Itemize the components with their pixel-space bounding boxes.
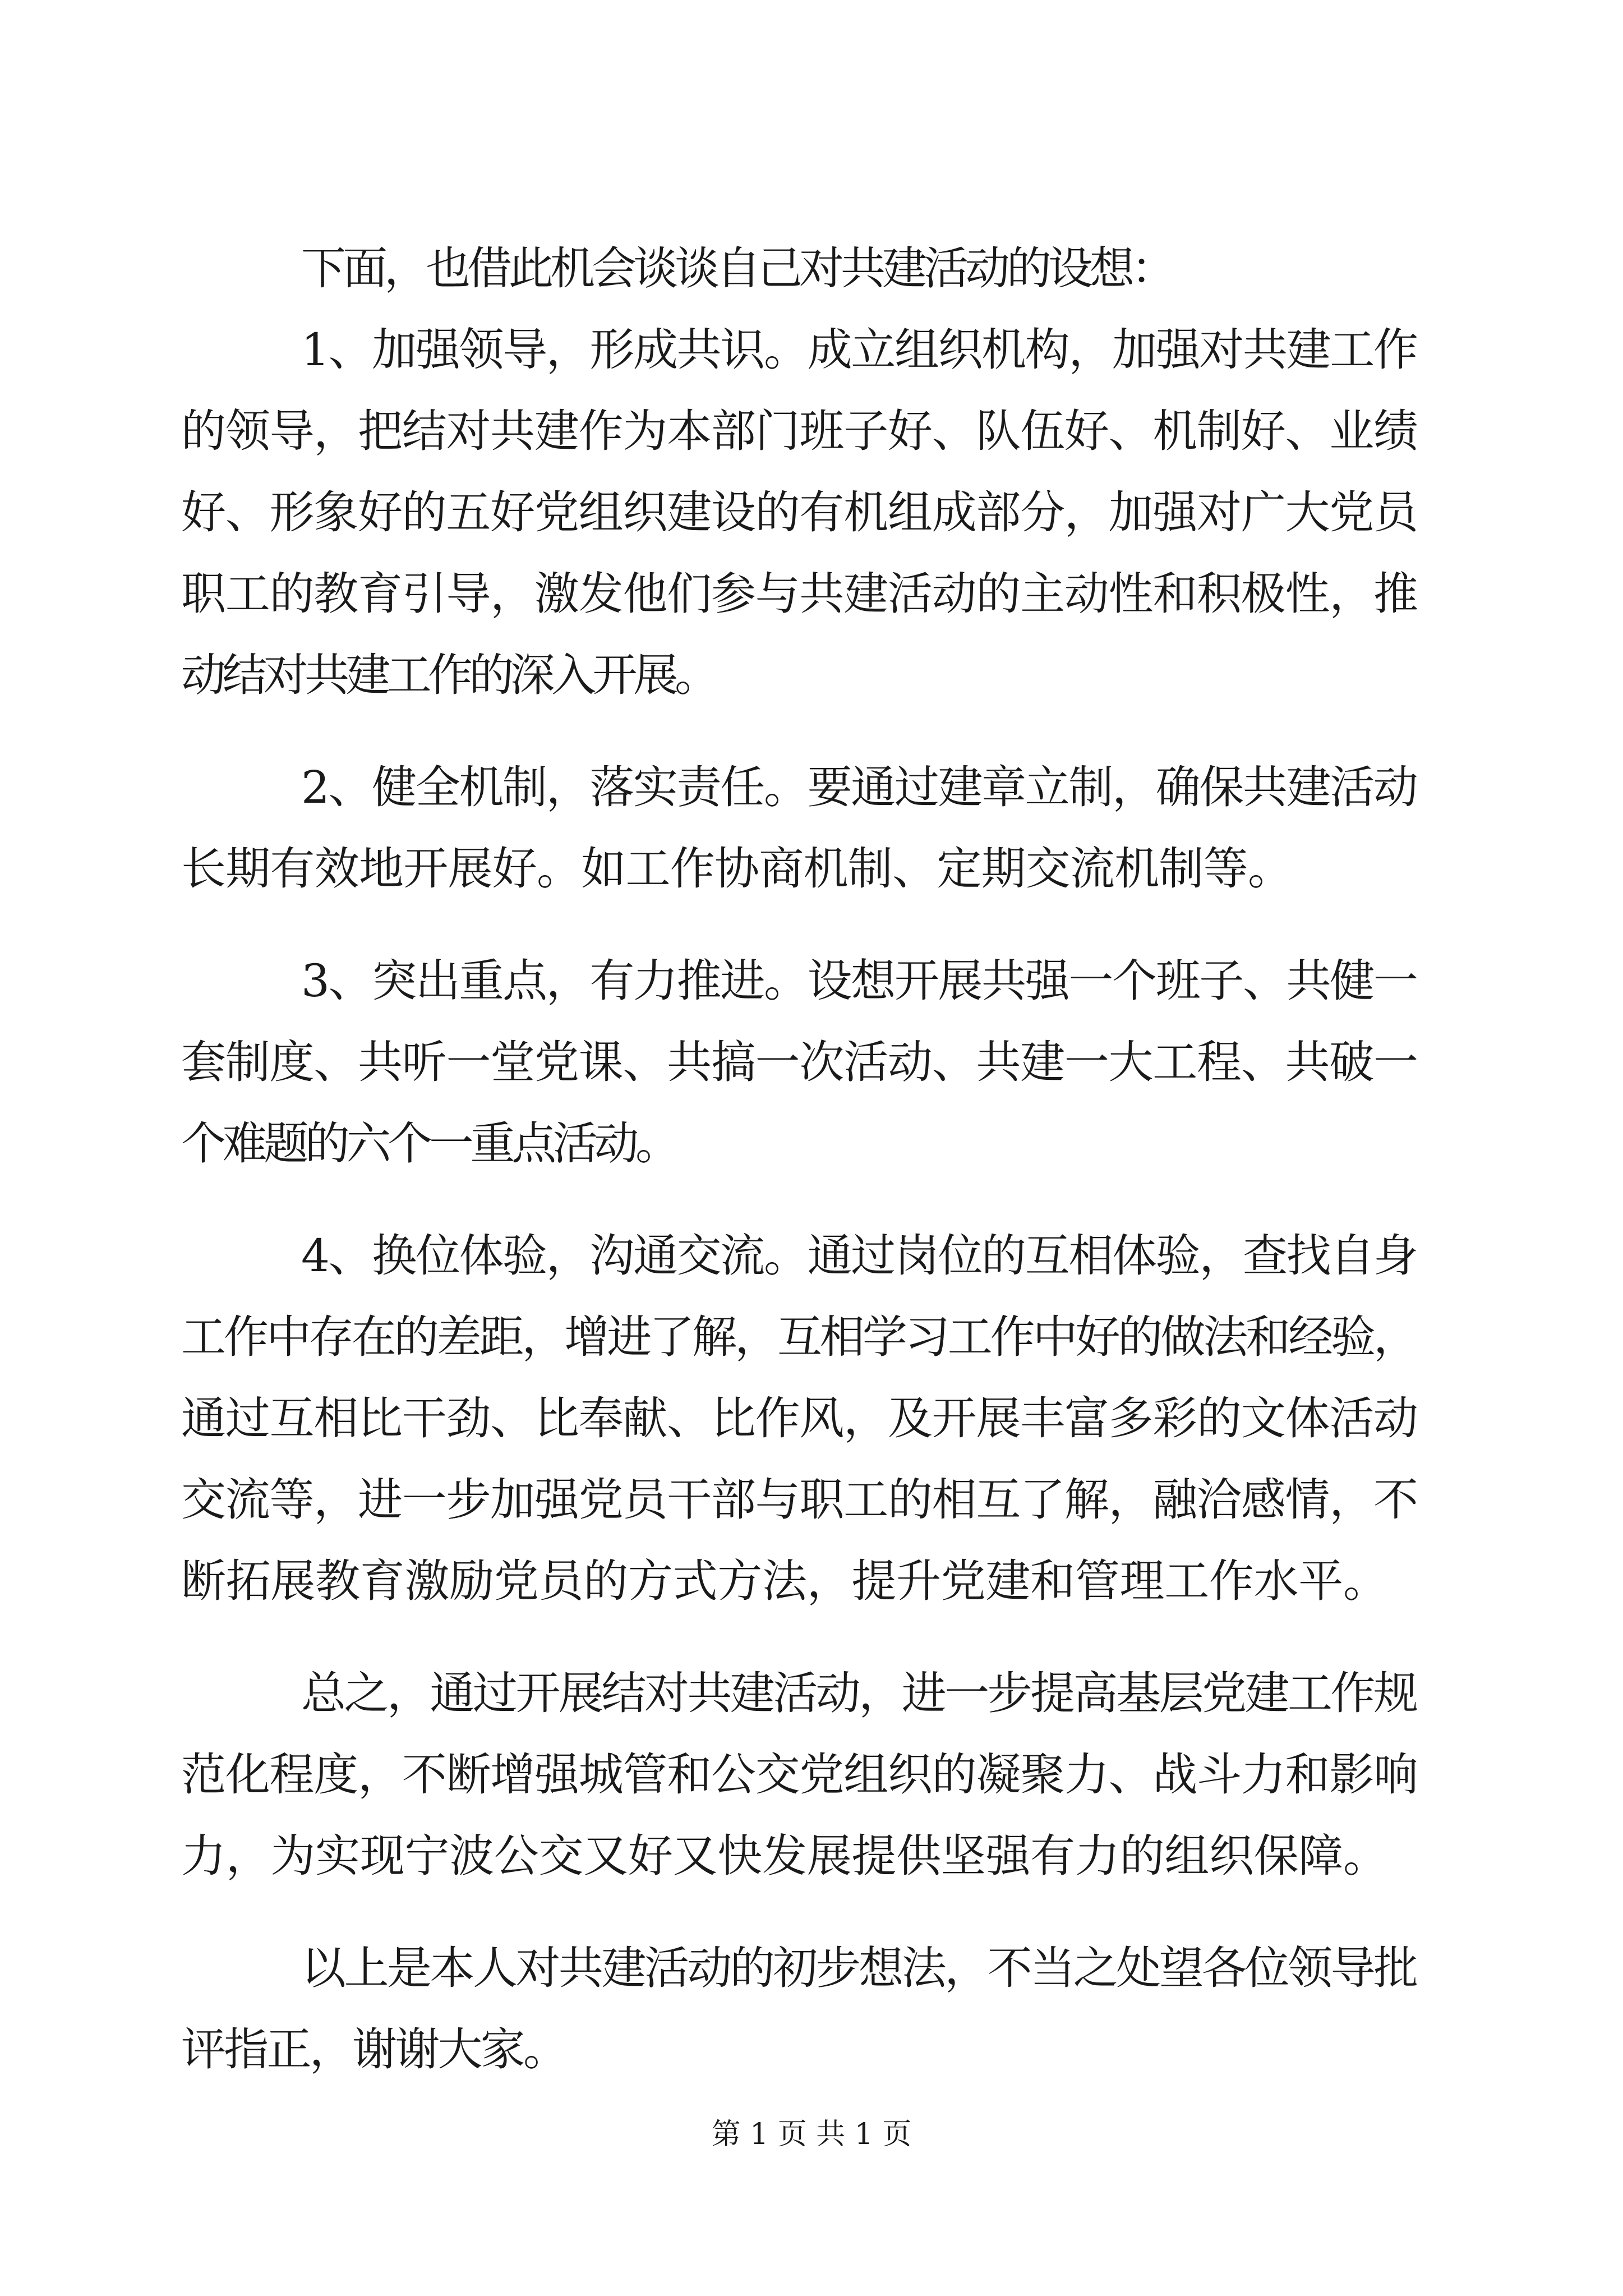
paragraph-line: 职工的教育引导，激发他们参与共建活动的主动性和积极性，推 — [181, 568, 1418, 620]
paragraph-line: 4、换位体验，沟通交流。通过岗位的互相体验，查找自身 — [301, 1230, 1417, 1282]
paragraph-line: 总之，通过开展结对共建活动，进一步提高基层党建工作规 — [301, 1667, 1417, 1719]
paragraph-line: 通过互相比干劲、比奉献、比作风，及开展丰富多彩的文体活动 — [181, 1392, 1418, 1444]
paragraph-line: 套制度、共听一堂党课、共搞一次活动、共建一大工程、共破一 — [181, 1036, 1418, 1088]
paragraph-line: 1、加强领导，形成共识。成立组织机构，加强对共建工作 — [301, 324, 1417, 376]
paragraph-line: 2、健全机制，落实责任。要通过建章立制，确保共建活动 — [301, 761, 1417, 813]
paragraph-line: 以上是本人对共建活动的初步想法，不当之处望各位领导批 — [301, 1942, 1417, 1994]
paragraph-line: 评指正，谢谢大家。 — [181, 2023, 566, 2076]
paragraph-line: 交流等，进一步加强党员干部与职工的相互了解，融洽感情，不 — [181, 1474, 1418, 1526]
paragraph-line: 好、形象好的五好党组织建设的有机组成部分，加强对广大党员 — [181, 486, 1418, 539]
paragraph-line: 长期有效地开展好。如工作协商机制、定期交流机制等。 — [181, 843, 1293, 895]
paragraph-line: 3、突出重点，有力推进。设想开展共强一个班子、共健一 — [301, 955, 1417, 1007]
paragraph-line: 范化程度，不断增强城管和公交党组织的凝聚力、战斗力和影响 — [181, 1749, 1418, 1801]
paragraph-line: 动结对共建工作的深入开展。 — [181, 649, 716, 701]
paragraph-line: 断拓展教育激励党员的方式方法，提升党建和管理工作水平。 — [181, 1555, 1388, 1607]
paragraph-line: 力，为实现宁波公交又好又快发展提供坚强有力的组织保障。 — [181, 1830, 1388, 1882]
paragraph-line: 的领导，把结对共建作为本部门班子好、队伍好、机制好、业绩 — [181, 405, 1418, 457]
paragraph-line: 工作中存在的差距，增进了解，互相学习工作中好的做法和经验， — [181, 1311, 1416, 1363]
page-number-footer: 第 1 页 共 1 页 — [711, 2118, 912, 2151]
paragraph-line: 下面，也借此机会谈谈自己对共建活动的设想： — [301, 242, 1173, 295]
paragraph-line: 个难题的六个一重点活动。 — [181, 1117, 677, 1170]
